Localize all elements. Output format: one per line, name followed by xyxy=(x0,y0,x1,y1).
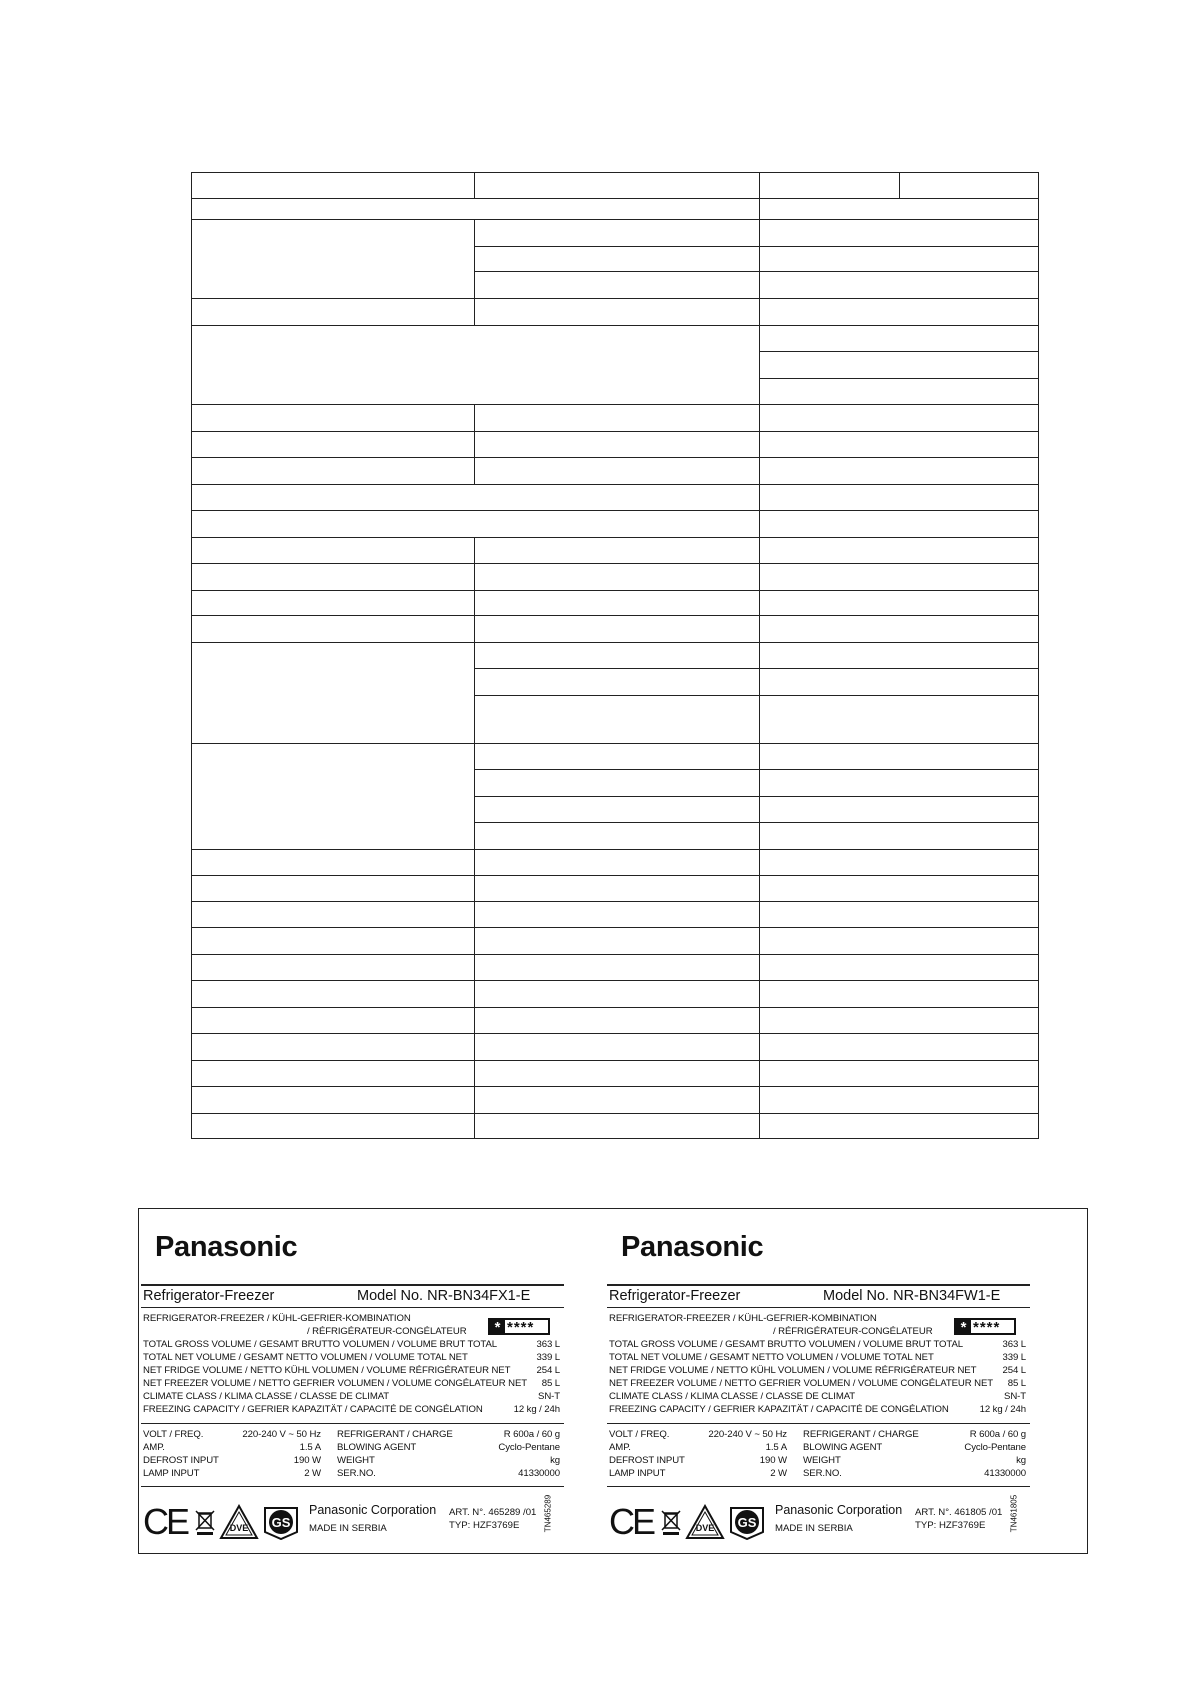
spec-line: BLOWING AGENT Cyclo-Pentane xyxy=(337,1442,560,1453)
spec-line: DEFROST INPUT 190 W xyxy=(609,1455,787,1466)
divider xyxy=(607,1307,1030,1308)
spec-line: TOTAL NET VOLUME / GESAMT NETTO VOLUMEN / VOLUME TOTAL NET 339 L xyxy=(143,1352,560,1363)
divider xyxy=(141,1307,564,1308)
table-row xyxy=(192,1086,1039,1113)
table-row xyxy=(192,299,1039,326)
table-row xyxy=(192,1113,1039,1138)
spec-line: CLIMATE CLASS / KLIMA CLASSE / CLASSE DE CLIMAT SN-T xyxy=(143,1391,560,1402)
table-row xyxy=(192,173,1039,199)
svg-text:DVE: DVE xyxy=(229,1523,249,1533)
spec-line: AMP. 1.5 A xyxy=(143,1442,321,1453)
table-row xyxy=(192,537,1039,563)
table-row xyxy=(192,510,1039,537)
spec-line: AMP. 1.5 A xyxy=(609,1442,787,1453)
table-row xyxy=(192,1008,1039,1034)
star-rating: **** xyxy=(507,1319,535,1336)
certification-marks xyxy=(609,1503,779,1543)
divider xyxy=(141,1423,564,1424)
spec-line: REFRIGERANT / CHARGE R 600a / 60 g xyxy=(803,1429,1026,1440)
brand-logo: Panasonic xyxy=(155,1231,298,1263)
table-row xyxy=(192,198,1039,219)
model-number: Model No. NR-BN34FX1-E xyxy=(357,1288,531,1304)
table-row xyxy=(192,405,1039,432)
spec-line: REFRIGERANT / CHARGE R 600a / 60 g xyxy=(337,1429,560,1440)
crossed-bin-icon xyxy=(661,1509,681,1535)
gs-mark-icon xyxy=(261,1504,301,1540)
star-rating-icon: * **** xyxy=(488,1318,550,1335)
spec-line: VOLT / FREQ. 220-240 V ~ 50 Hz xyxy=(609,1429,787,1440)
spec-line: NET FRIDGE VOLUME / NETTO KÜHL VOLUMEN / VOLUME RÉFRIGÉRATEUR NET 254 L xyxy=(609,1365,1026,1376)
table-row xyxy=(192,432,1039,458)
table-row xyxy=(192,1034,1039,1061)
made-in: MADE IN SERBIA xyxy=(775,1523,853,1534)
svg-text:GS: GS xyxy=(271,1515,291,1530)
spec-line: FREEZING CAPACITY / GEFRIER KAPAZITÄT / CAPACITÉ DE CONGÉLATION 12 kg / 24h xyxy=(143,1404,560,1415)
ce-mark-icon: CE xyxy=(609,1501,654,1542)
table-row xyxy=(192,875,1039,902)
divider xyxy=(141,1284,564,1286)
corporation-name: Panasonic Corporation xyxy=(775,1503,903,1517)
article-number: ART. N°. 465289 /01 TYP: HZF3769E xyxy=(449,1507,537,1531)
table-row xyxy=(192,616,1039,643)
spec-line: TOTAL GROSS VOLUME / GESAMT BRUTTO VOLUMEN / VOLUME BRUT TOTAL 363 L xyxy=(143,1339,560,1350)
spec-line: WEIGHT kg xyxy=(803,1455,1026,1466)
vde-mark-icon xyxy=(685,1504,725,1540)
type-line: / RÉFRIGÉRATEUR-CONGÉLATEUR xyxy=(307,1326,467,1337)
divider xyxy=(607,1486,1030,1487)
spec-line: SER.NO. 41330000 xyxy=(803,1468,1026,1479)
table-row xyxy=(192,928,1039,955)
vde-mark-icon xyxy=(219,1504,259,1540)
spec-line: LAMP INPUT 2 W xyxy=(143,1468,321,1479)
type-line: REFRIGERATOR-FREEZER / KÜHL-GEFRIER-KOMBINATION xyxy=(609,1313,877,1324)
tn-code: TN465289 xyxy=(543,1494,553,1533)
svg-text:DVE: DVE xyxy=(695,1523,715,1533)
rating-label-right xyxy=(605,1209,1030,1553)
table-row xyxy=(192,849,1039,875)
type-line: / RÉFRIGÉRATEUR-CONGÉLATEUR xyxy=(773,1326,933,1337)
table-row xyxy=(192,563,1039,590)
table-row xyxy=(192,590,1039,616)
table-row xyxy=(192,743,1039,769)
spec-line: TOTAL GROSS VOLUME / GESAMT BRUTTO VOLUMEN / VOLUME BRUT TOTAL 363 L xyxy=(609,1339,1026,1350)
rating-label-left xyxy=(139,1209,564,1553)
table-row xyxy=(192,902,1039,928)
made-in: MADE IN SERBIA xyxy=(309,1523,387,1534)
crossed-bin-icon xyxy=(195,1509,215,1535)
table-row xyxy=(192,1060,1039,1086)
brand-logo: Panasonic xyxy=(621,1231,764,1263)
table-row xyxy=(192,484,1039,510)
spec-line: SER.NO. 41330000 xyxy=(337,1468,560,1479)
spec-line: CLIMATE CLASS / KLIMA CLASSE / CLASSE DE CLIMAT SN-T xyxy=(609,1391,1026,1402)
star-rating-icon: * **** xyxy=(954,1318,1016,1335)
spec-line: NET FRIDGE VOLUME / NETTO KÜHL VOLUMEN / VOLUME RÉFRIGÉRATEUR NET 254 L xyxy=(143,1365,560,1376)
table-row xyxy=(192,981,1039,1008)
rating-labels-panel xyxy=(138,1208,1088,1554)
spec-line: NET FREEZER VOLUME / NETTO GEFRIER VOLUMEN / VOLUME CONGÉLATEUR NET 85 L xyxy=(143,1378,560,1389)
product-name: Refrigerator-Freezer xyxy=(609,1288,741,1304)
product-name: Refrigerator-Freezer xyxy=(143,1288,275,1304)
corporation-name: Panasonic Corporation xyxy=(309,1503,437,1517)
table-row xyxy=(192,643,1039,669)
divider xyxy=(607,1284,1030,1286)
spec-line: WEIGHT kg xyxy=(337,1455,560,1466)
certification-marks xyxy=(143,1503,313,1543)
star-rating: **** xyxy=(973,1319,1001,1336)
table-row xyxy=(192,219,1039,246)
spec-line: FREEZING CAPACITY / GEFRIER KAPAZITÄT / CAPACITÉ DE CONGÉLATION 12 kg / 24h xyxy=(609,1404,1026,1415)
spec-line: NET FREEZER VOLUME / NETTO GEFRIER VOLUMEN / VOLUME CONGÉLATEUR NET 85 L xyxy=(609,1378,1026,1389)
table-row xyxy=(192,326,1039,352)
spec-line: TOTAL NET VOLUME / GESAMT NETTO VOLUMEN / VOLUME TOTAL NET 339 L xyxy=(609,1352,1026,1363)
specification-table xyxy=(191,172,1039,1139)
article-number: ART. N°. 461805 /01 TYP: HZF3769E xyxy=(915,1507,1003,1531)
spec-line: DEFROST INPUT 190 W xyxy=(143,1455,321,1466)
spec-line: BLOWING AGENT Cyclo-Pentane xyxy=(803,1442,1026,1453)
ce-mark-icon: CE xyxy=(143,1501,188,1542)
svg-text:GS: GS xyxy=(737,1515,757,1530)
spec-line: VOLT / FREQ. 220-240 V ~ 50 Hz xyxy=(143,1429,321,1440)
type-line: REFRIGERATOR-FREEZER / KÜHL-GEFRIER-KOMBINATION xyxy=(143,1313,411,1324)
divider xyxy=(607,1423,1030,1424)
model-number: Model No. NR-BN34FW1-E xyxy=(823,1288,1001,1304)
tn-code: TN461805 xyxy=(1009,1494,1019,1533)
table-row xyxy=(192,955,1039,981)
gs-mark-icon xyxy=(727,1504,767,1540)
table-row xyxy=(192,457,1039,484)
divider xyxy=(141,1486,564,1487)
spec-line: LAMP INPUT 2 W xyxy=(609,1468,787,1479)
